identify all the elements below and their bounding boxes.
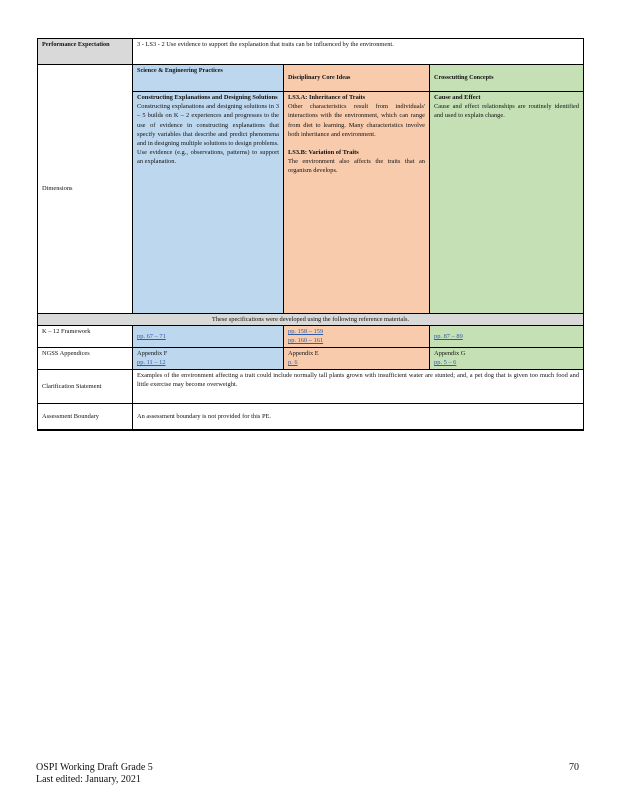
- dci-header: [284, 65, 430, 92]
- k12-framework-label: [38, 326, 133, 348]
- dci-header-text: Disciplinary Core Ideas: [288, 74, 351, 82]
- ngss-dci-title: Appendix E: [288, 350, 319, 358]
- sep-header-text: Science & Engineering Practices: [137, 67, 223, 74]
- reference-note: [38, 314, 584, 326]
- ngss-sep-cell: [133, 348, 284, 370]
- assessment-text: An assessment boundary is not provided for this PE.: [137, 412, 272, 420]
- dci-bullet-ls3b: The environment also affects the traits that an organism develops.: [288, 158, 425, 175]
- k12-dci-cell: [284, 326, 430, 348]
- page-number: 70: [569, 762, 579, 773]
- ccc-bullet: Cause and effect relationships are routinely identified and used to explain change.: [434, 103, 580, 120]
- dimensions-label: [38, 65, 133, 314]
- footer-last-edited: Last edited: January, 2021: [36, 774, 141, 785]
- clarification-label-text: Clarification Statement: [42, 383, 102, 391]
- k12-sep-link[interactable]: pp. 67 – 71: [137, 333, 166, 341]
- k12-ccc-cell: [430, 326, 584, 348]
- reference-note-text: These specifications were developed using the following reference materials.: [211, 316, 410, 323]
- dimensions-label-text: Dimensions: [42, 185, 73, 193]
- k12-ccc-link[interactable]: pp. 87 – 89: [434, 333, 463, 341]
- performance-expectation-table: [37, 38, 584, 431]
- k12-dci-link-2[interactable]: pp. 160 – 161: [288, 337, 324, 345]
- sep-header: [133, 65, 284, 92]
- ngss-ccc-link[interactable]: pp. 5 – 6: [434, 359, 457, 367]
- ngss-appendices-label: [38, 348, 133, 370]
- clarification-cell: [133, 370, 584, 404]
- k12-framework-label-text: K – 12 Framework: [42, 328, 91, 336]
- dci-title-ls3a: LS3.A: Inheritance of Traits: [288, 94, 366, 101]
- clarification-text: Examples of the environment affecting a trait could include normally tall plants grown with insufficient water are stunted; and, a pet dog that is given too much food and little exercise may become overweight.: [137, 372, 580, 389]
- dci-content: [284, 92, 430, 314]
- footer-title: OSPI Working Draft Grade 5: [36, 762, 153, 773]
- ngss-appendices-label-text: NGSS Appendices: [42, 350, 90, 358]
- ngss-ccc-title: Appendix G: [434, 350, 466, 358]
- assessment-cell: [133, 404, 584, 430]
- ngss-dci-cell: [284, 348, 430, 370]
- sep-bullet: Use evidence (e.g., observations, patterns) to support an explanation.: [137, 149, 279, 166]
- ccc-header-text: Crosscutting Concepts: [434, 74, 494, 82]
- k12-dci-link-1[interactable]: pp. 158 – 159: [288, 328, 324, 336]
- dci-bullet-ls3a: Other characteristics result from individuals' interactions with the environment, which can range from diet to learning. Many characteristics involve both inheritance and environment.: [288, 103, 425, 138]
- pe-text-cell: [133, 39, 584, 65]
- ngss-dci-link[interactable]: p. 6: [288, 359, 298, 367]
- pe-label-text: Performance Expectation: [42, 41, 110, 48]
- pe-label: [38, 39, 133, 65]
- ccc-header: [430, 65, 584, 92]
- sep-content: [133, 92, 284, 314]
- ccc-content: [430, 92, 584, 314]
- k12-sep-cell: [133, 326, 284, 348]
- clarification-label: [38, 370, 133, 404]
- assessment-label-text: Assessment Boundary: [42, 412, 99, 420]
- page-footer: [36, 762, 153, 786]
- ngss-sep-title: Appendix F: [137, 350, 168, 358]
- assessment-label: [38, 404, 133, 430]
- ngss-ccc-cell: [430, 348, 584, 370]
- sep-body: Constructing explanations and designing solutions in 3 – 5 builds on K – 2 experiences and progresses to the use of evidence in constructing explanations that specify variables that describe and predict phenomena and in designing multiple solutions to design problems.: [137, 103, 279, 148]
- ngss-sep-link[interactable]: pp. 11 – 12: [137, 359, 166, 367]
- pe-text: 3 - LS3 - 2 Use evidence to support the explanation that traits can be influenced by the environment.: [137, 41, 394, 48]
- ccc-title: Cause and Effect: [434, 94, 481, 101]
- sep-title: Constructing Explanations and Designing Solutions: [137, 94, 278, 101]
- dci-title-ls3b: LS3.B: Variation of Traits: [288, 149, 359, 157]
